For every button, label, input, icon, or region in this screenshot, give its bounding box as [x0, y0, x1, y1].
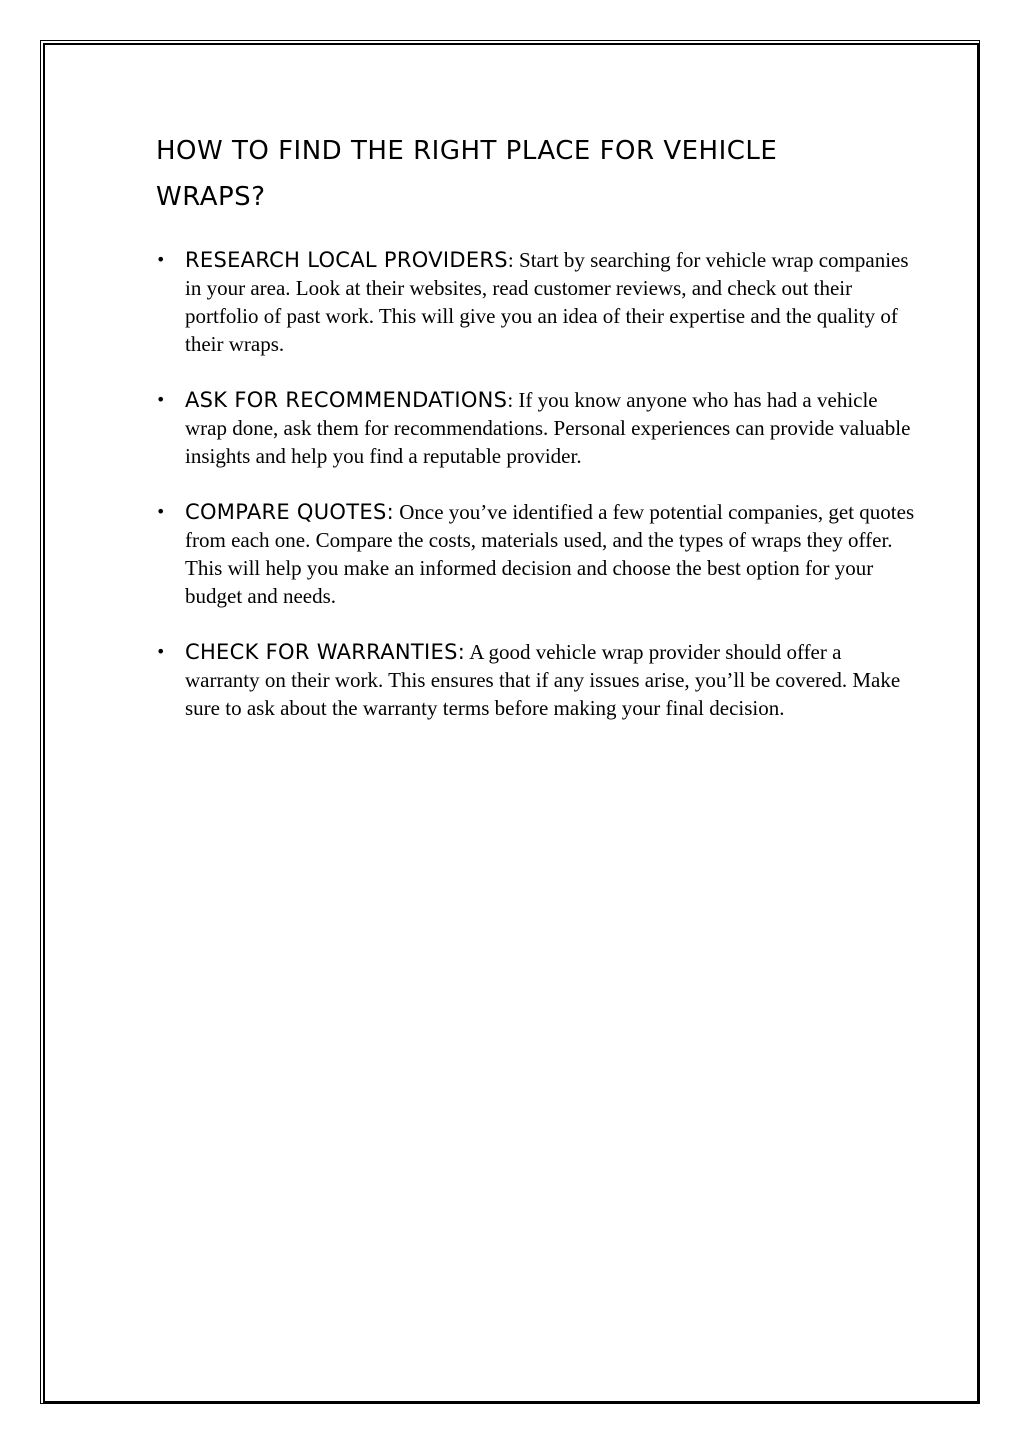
item-separator: : — [507, 388, 519, 412]
tips-list — [156, 246, 916, 722]
bullet-icon: • — [156, 390, 166, 409]
list-item — [156, 638, 916, 722]
item-body: Start by searching for vehicle wrap companies in your area. Look at their websites, read customer reviews, and check out their portfolio of past work. This will give you an idea of their expertise and the quality of their wraps. — [185, 248, 909, 356]
item-body: A good vehicle wrap provider should offer a warranty on their work. This ensures that if any issues arise, you’ll be covered. Make sure to ask about the warranty terms before making your final decision. — [185, 640, 901, 720]
list-item — [156, 386, 916, 470]
item-title: COMPARE QUOTES: — [185, 500, 394, 524]
item-body: If you know anyone who has had a vehicle wrap done, ask them for recommendations. Personal experiences can provide valuable insights and help you find a reputable provider. — [185, 388, 911, 468]
page-title: HOW TO FIND THE RIGHT PLACE FOR VEHICLE WRAPS? — [156, 136, 778, 212]
item-body: Once you’ve identified a few potential companies, get quotes from each one. Compare the costs, materials used, and the types of wraps they offer. This will help you make an informed decision and choose the best option for your budget and needs. — [185, 500, 915, 608]
bullet-icon: • — [156, 250, 166, 269]
bullet-icon: • — [156, 502, 166, 521]
item-separator: : — [507, 248, 520, 272]
item-title: CHECK FOR WARRANTIES: — [185, 640, 466, 664]
list-item — [156, 246, 916, 358]
document-content — [156, 128, 916, 750]
item-title: RESEARCH LOCAL PROVIDERS — [185, 248, 508, 272]
list-item — [156, 498, 916, 610]
item-title: ASK FOR RECOMMENDATIONS — [185, 388, 508, 412]
bullet-icon: • — [156, 642, 166, 661]
